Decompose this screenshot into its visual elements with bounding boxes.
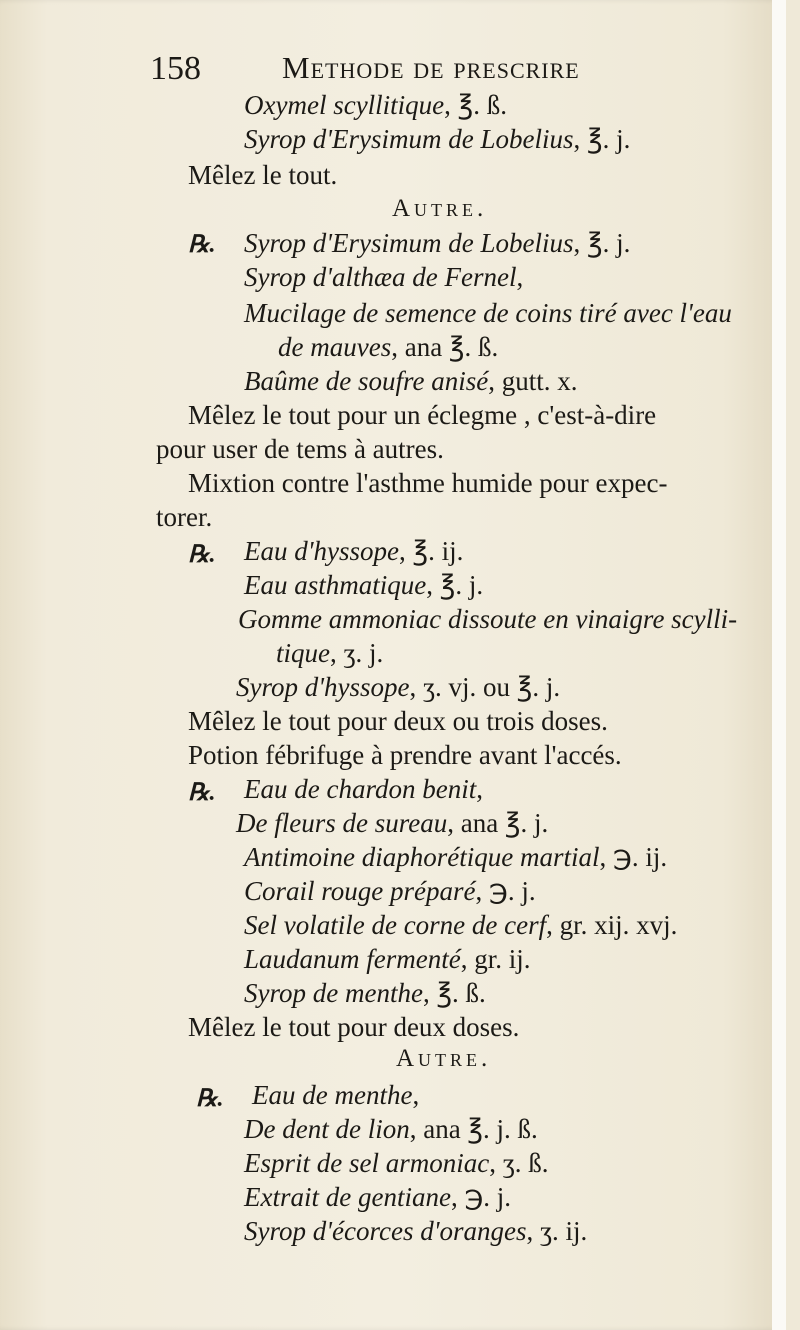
text-line: tique, ʒ. j. bbox=[276, 638, 384, 668]
text-line: Eau de chardon benit, bbox=[244, 774, 483, 804]
rx-symbol: ℞. bbox=[196, 1086, 224, 1112]
text-line: Sel volatile de corne de cerf, gr. xij. xvj. bbox=[244, 910, 678, 940]
page-header bbox=[0, 44, 786, 94]
section-heading: Autre. bbox=[392, 195, 488, 222]
text-line: Eau asthmatique, ℥. j. bbox=[244, 570, 484, 600]
text-line: Extrait de gentiane, ℈. j. bbox=[244, 1182, 512, 1212]
page-number: 158 bbox=[150, 50, 201, 87]
rx-symbol: ℞. bbox=[188, 780, 216, 806]
page-edge bbox=[772, 0, 786, 1330]
rx-symbol: ℞. bbox=[188, 232, 216, 258]
text-line: Syrop d'Erysimum de Lobelius, ℥. j. bbox=[244, 124, 631, 154]
text-line: Laudanum fermenté, gr. ij. bbox=[244, 944, 531, 974]
text-line: Oxymel scyllitique, ℥. ß. bbox=[244, 90, 508, 120]
rx-symbol: ℞. bbox=[188, 542, 216, 568]
text-line: Antimoine diaphorétique martial, ℈. ij. bbox=[244, 842, 668, 872]
text-line: Mêlez le tout. bbox=[188, 160, 338, 190]
text-line: Syrop d'écorces d'oranges, ʒ. ij. bbox=[244, 1216, 588, 1246]
text-line: Syrop d'Erysimum de Lobelius, ℥. j. bbox=[244, 228, 631, 258]
section-heading: Autre. bbox=[396, 1045, 492, 1072]
text-line: Syrop d'althæa de Fernel, bbox=[244, 262, 524, 292]
running-title: Methode de prescrire bbox=[282, 50, 580, 85]
text-line: pour user de tems à autres. bbox=[156, 434, 444, 464]
text-line: Mucilage de semence de coins tiré avec l'eau bbox=[244, 298, 732, 328]
text-line: Corail rouge préparé, ℈. j. bbox=[244, 876, 536, 906]
text-line: Eau d'hyssope, ℥. ij. bbox=[244, 536, 464, 566]
text-line: Mêlez le tout pour deux ou trois doses. bbox=[188, 706, 608, 736]
text-line: Mêlez le tout pour deux doses. bbox=[188, 1012, 520, 1042]
text-line: de mauves, ana ℥. ß. bbox=[278, 332, 499, 362]
text-line: Gomme ammoniac dissoute en vinaigre scylli- bbox=[238, 604, 738, 634]
text-line: Mixtion contre l'asthme humide pour expec- bbox=[188, 468, 668, 498]
text-line: Esprit de sel armoniac, ʒ. ß. bbox=[244, 1148, 549, 1178]
text-line: Baûme de soufre anisé, gutt. x. bbox=[244, 366, 578, 396]
text-line: Potion fébrifuge à prendre avant l'accés. bbox=[188, 740, 622, 770]
text-line: De dent de lion, ana ℥. j. ß. bbox=[244, 1114, 538, 1144]
text-line: Syrop de menthe, ℥. ß. bbox=[244, 978, 486, 1008]
text-line: De fleurs de sureau, ana ℥. j. bbox=[236, 808, 549, 838]
text-line: Mêlez le tout pour un éclegme , c'est-à-dire bbox=[188, 400, 657, 430]
text-line: Syrop d'hyssope, ʒ. vj. ou ℥. j. bbox=[236, 672, 561, 702]
text-line: torer. bbox=[156, 502, 213, 532]
text-line: Eau de menthe, bbox=[252, 1080, 420, 1110]
